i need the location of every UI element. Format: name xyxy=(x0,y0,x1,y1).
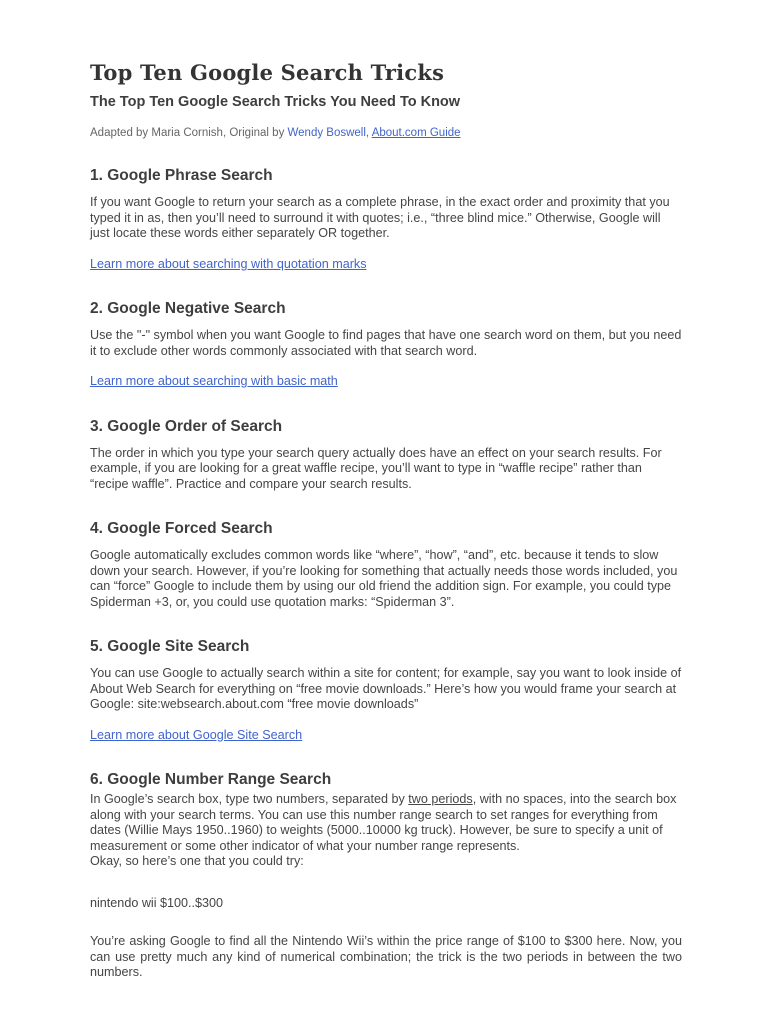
section-heading: 2. Google Negative Search xyxy=(90,300,286,318)
document-page xyxy=(90,0,682,981)
section-number-range-search xyxy=(90,771,682,981)
author-link[interactable]: Wendy Boswell xyxy=(287,127,366,140)
section-body: If you want Google to return your search as a complete phrase, in the exact order and proximity that you typed it in as, then you’ll need to surround it with quotes; i.e., “three blind mice.” Otherwise, Google will just locate these words either separately OR together. xyxy=(90,195,670,241)
byline-separator: , xyxy=(365,127,372,140)
section-body: Google automatically excludes common words like “where”, “how”, “and”, etc. because it tends to slow down your search. However, if you’re looking for something that actually needs those words included, you can “force” Google to include them by using our old friend the addition sign. For example, you could type Spiderman +3, or, you could use quotation marks: “Spiderman 3”. xyxy=(90,548,678,609)
section-heading: 5. Google Site Search xyxy=(90,638,250,656)
byline xyxy=(90,127,682,139)
page-title: Top Ten Google Search Tricks xyxy=(90,60,445,85)
section-heading: 4. Google Forced Search xyxy=(90,520,273,538)
section-body xyxy=(90,792,682,870)
section-site-search xyxy=(90,638,682,743)
guide-link[interactable]: About.com Guide xyxy=(371,127,461,140)
learn-more-link-quotation-marks[interactable]: Learn more about searching with quotation marks xyxy=(90,256,367,271)
section-body: You can use Google to actually search within a site for content; for example, say you want to look inside of About Web Search for everything on “free movie downloads.” Here’s how you would frame your search at Google: site:websearch.about.com “free movie downloads” xyxy=(90,666,682,712)
two-periods-underlined-text: two periods xyxy=(408,792,473,807)
learn-more-link-basic-math[interactable]: Learn more about searching with basic math xyxy=(90,374,338,389)
section-order-of-search xyxy=(90,418,682,493)
section-phrase-search xyxy=(90,167,682,272)
section-body: Use the "-" symbol when you want Google to find pages that have one search word on them, but you need it to exclude other words commonly associated with that search word. xyxy=(90,328,682,358)
section-negative-search xyxy=(90,300,682,390)
section-heading: 1. Google Phrase Search xyxy=(90,167,273,185)
learn-more-link-site-search[interactable]: Learn more about Google Site Search xyxy=(90,727,303,742)
page-subtitle: The Top Ten Google Search Tricks You Need To Know xyxy=(90,94,461,111)
body-text: , with no spaces, into the search box along with your search terms. You can use this number range search to set ranges for everything from dates (Willie Mays 1950..1960) to weights (5000..10000 kg truck). However, be sure to specify a unit of measurement or some other indicator of what your number range represents. xyxy=(90,792,677,853)
body-text-line2: Okay, so here’s one that you could try: xyxy=(90,854,304,869)
byline-prefix: Adapted by Maria Cornish, Original by xyxy=(90,127,288,140)
section-forced-search xyxy=(90,520,682,610)
section-body: The order in which you type your search query actually does have an effect on your search results. For example, if you are looking for a great waffle recipe, you’ll want to type in “waffle recipe” rather than “recipe waffle”. Practice and compare your search results. xyxy=(90,445,662,491)
section-heading: 3. Google Order of Search xyxy=(90,417,283,435)
example-query: nintendo wii $100..$300 xyxy=(90,895,224,910)
section-heading: 6. Google Number Range Search xyxy=(90,771,332,789)
body-text: In Google’s search box, type two numbers, separated by xyxy=(90,792,409,807)
section-body-closing: You’re asking Google to find all the Nintendo Wii’s within the price range of $100 to $300 here. Now, you can use pretty much any kind of numerical combination; the trick is the two periods in between the two numbers. xyxy=(90,934,682,980)
